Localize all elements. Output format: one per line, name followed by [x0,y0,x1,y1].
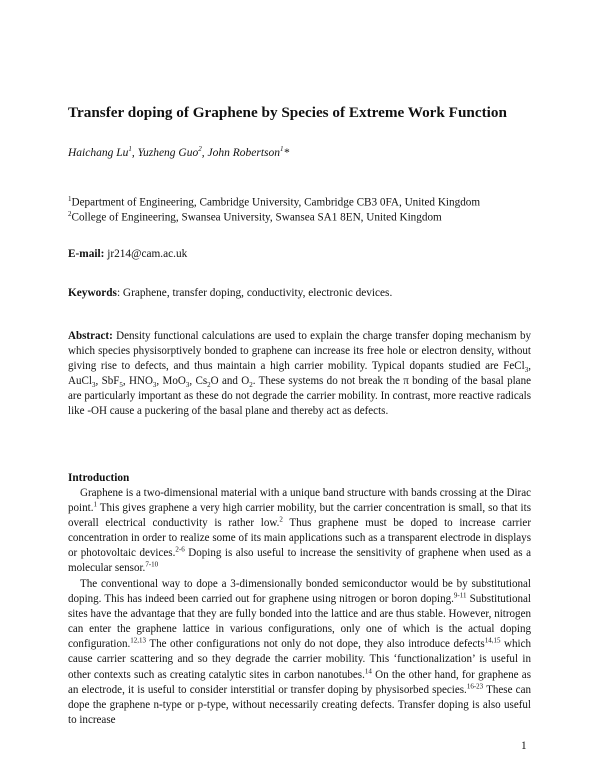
section-heading-introduction: Introduction [68,472,130,484]
keywords-text: : Graphene, transfer doping, conductivity, electronic devices. [116,287,393,299]
paragraph-text: The other configurations not only do not dope, they also introduce defects [146,638,485,651]
author-affiliation-mark: 1 [128,145,132,153]
paragraph-text: which cause carrier scattering and so they degrade the carrier mobility. This ‘functionalization’ is useful in other contexts such as creating catalytic sites in carbon nanotubes. [68,638,532,681]
paragraph-text: The conventional way to dope a 3-dimensionally bonded semiconductor would be by substitutional doping. This has indeed been carried out for graphene using nitrogen or boron doping. [68,578,531,606]
email-line [68,248,187,260]
paper-title: Transfer doping of Graphene by Species of Extreme Work Function [68,104,507,121]
intro-paragraph-2 [68,577,531,728]
abstract-label: Abstract: [68,330,113,342]
citation-ref: 16-23 [466,681,484,690]
author-name: John Robertson [207,146,280,159]
email-label: E-mail: [68,248,105,260]
paragraph-text: Doping is also useful to increase the sensitivity of graphene when used as a molecular sensor. [68,547,531,575]
abstract: Abstract: Density functional calculations are used to explain the charge transfer doping mechanism by which species physisorptively bonded to graphene can increase its free hole or electron density, without giving rise to defects, and thus maintain a high carrier mobility. Typical dopants studied are FeCl$_3$, AuCl$_3$, SbF$_5$, $HNO_3$, MoO$_3$, $Cs_2O$ and $O_2$. These systems do not break the π bonding of the basal plane are particularly important as these do not degrade the carrier mobility. In contrast, more reactive radicals like -OH cause a puckering of the basal plane and thereby act as defects. [68,330,532,418]
citation-ref: 2 [279,515,283,524]
citation-ref: 2-6 [175,545,185,554]
citation-ref: 1 [93,500,97,509]
author-name: Yuzheng Guo [137,146,199,159]
affiliation-2: $^2$College of Engineering, Swansea University, Swansea SA1 8EN, United Kingdom [68,210,442,224]
page-number: 1 [521,740,527,752]
paragraph-text: Graphene is a two-dimensional material with a unique band structure with bands crossing at the Dirac point. [68,487,531,515]
author-affiliation-mark: 2 [198,145,202,153]
paragraph-text: On the other hand, for graphene as an electrode, it is useful to consider interstitial or transfer doping by physisorbed species. [68,668,531,696]
citation-ref: 14 [364,666,372,675]
citation-ref: 7-10 [145,560,159,569]
email-address[interactable]: jr214@cam.ac.uk [107,248,188,260]
paragraph-text: Substitutional sites have the advantage that they are fully bonded into the lattice and are thus stable. However, nitrogen can enter the graphene lattice in various configurations, only one of which is the actual doping configuration. [68,593,531,651]
intro-paragraph-1 [68,486,531,577]
corresponding-author-mark: * [283,146,290,159]
paragraph-text: These can dope the graphene n-type or p-type, without necessarily creating defects. Transfer doping is also useful to increase [68,683,532,726]
citation-ref: 14,15 [484,636,501,645]
author-list: Haichang Lu$^1$, Yuzheng Guo$^2$, John Robertson$^1$* [68,145,290,159]
citation-ref: 12,13 [130,636,147,645]
affiliation-1: $^1$Department of Engineering, Cambridge University, Cambridge CB3 0FA, United Kingdom [68,195,481,209]
author-name: Haichang Lu [68,146,129,159]
paragraph-text: Thus graphene must be doped to increase carrier concentration in order to realize some of its main applications such as a transparent electrode in displays or photovoltaic devices. [68,517,532,560]
citation-ref: 9-11 [453,591,467,600]
keywords-line [68,287,392,299]
author-affiliation-mark: 1 [280,145,284,153]
keywords-label: Keywords [68,287,117,299]
paragraph-text: This gives graphene a very high carrier mobility, but the carrier concentration is small, so that its overall electrical conductivity is rather low. [68,502,531,530]
